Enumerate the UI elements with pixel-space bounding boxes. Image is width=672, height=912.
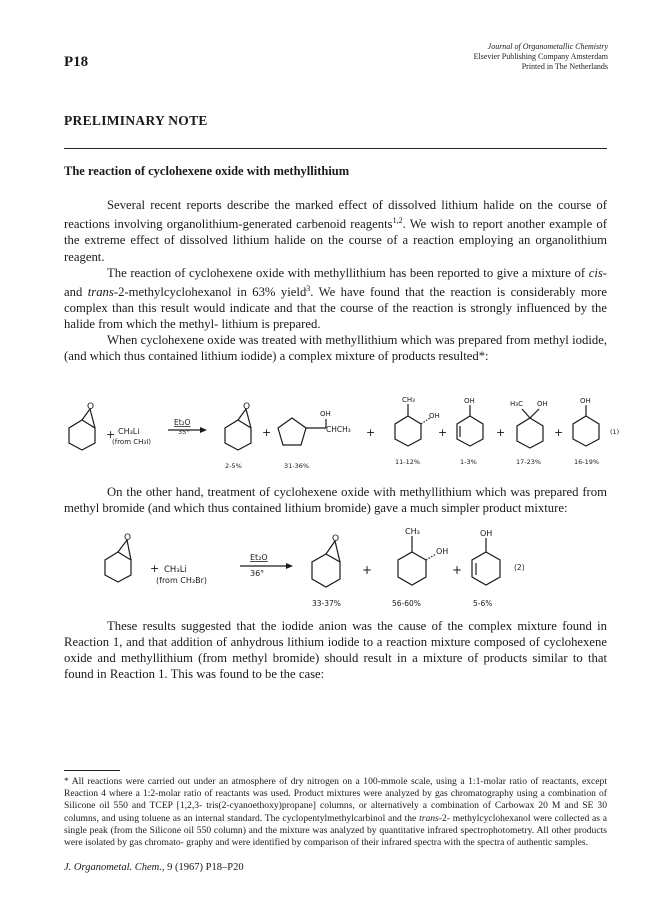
text-line: reaction mixture composed of cyclohexene oxide and methyllithium (from methyl <box>64 635 607 666</box>
text-line: the course of the reaction is strongly influenced by the halide from which the methyl- <box>64 301 607 332</box>
text-line: We wish to report another example of the extreme effect of dissolved lithium halide on <box>64 217 607 248</box>
reagent-label: CH₃Li <box>164 565 187 575</box>
hydroxyl-label: OH <box>320 410 331 418</box>
paragraph-2 <box>64 265 607 333</box>
yield-label: 11-12% <box>395 458 421 466</box>
plus-sign: + <box>496 426 506 439</box>
body-text-upper <box>64 197 607 364</box>
product-1-structure <box>312 534 340 587</box>
epoxide-oxygen-label: O <box>87 402 95 412</box>
paragraph-5 <box>64 618 607 682</box>
text-line: This was found to be the case: <box>170 667 325 682</box>
reference-mark: 1,2 <box>392 216 403 226</box>
yield-label: 17-23% <box>516 458 542 466</box>
reaction-scheme-1 <box>40 392 640 482</box>
plus-sign: + <box>362 563 373 577</box>
hydroxyl-label: OH <box>480 529 493 538</box>
text-line: mixture found in Reaction 1, and that addition of anhydrous lithium iodide to a <box>64 619 608 650</box>
footnote <box>64 776 607 849</box>
yield-label: 5-6% <box>473 599 493 608</box>
footnote-line: mixtures were analyzed by gas chromatography using a combination of Silicone oil 550 and TCEP [1,2,3- <box>64 788 608 812</box>
section-title: PRELIMINARY NOTE <box>64 113 208 128</box>
footnote-line: tris(2-cyanoethoxy)propane] columns, or alternatively a combination of Carbowax 20 M and SE 30 <box>206 800 607 812</box>
citation-details: , 9 (1967) P18–P20 <box>161 862 244 873</box>
paragraph-3 <box>64 332 607 364</box>
text-line: On the other hand, treatment of cyclohexene oxide with methyllithium which <box>107 485 507 499</box>
reagent-source-label: (from CH₃I) <box>112 438 151 446</box>
reference-mark: 3 <box>306 283 311 293</box>
text-line: . <box>402 217 406 232</box>
text-line: When cyclohexene oxide was treated with methyllithium which was prepared <box>107 333 503 348</box>
citation-journal: J. Organometal. Chem. <box>64 862 162 873</box>
footnote-line: * All reactions were carried out under an atmosphere of dry nitrogen on a 100-mmole scale, using a <box>64 776 465 787</box>
hydroxyl-label: OH <box>436 547 449 556</box>
paragraph-1 <box>64 197 607 265</box>
footnote-line: columns, and using toluene as an internal standard. The cyclopentylmethylcarbinol and the <box>64 812 420 824</box>
page-number: P18 <box>64 54 89 70</box>
plus-sign: + <box>106 428 116 441</box>
text-line: 2-methylcyclohexanol in 63% yield <box>118 284 307 299</box>
product-1-structure <box>225 402 251 450</box>
hydroxyl-label: OH <box>464 397 475 405</box>
text-line: The reaction of cyclohexene oxide with methyllithium has been reported to <box>107 265 494 280</box>
plus-sign: + <box>366 426 376 439</box>
paragraph-4 <box>64 484 607 516</box>
product-3-structure <box>395 396 440 446</box>
hydroxyl-label: OH <box>580 397 591 405</box>
solvent-label: Et₂O <box>250 553 268 562</box>
epoxide-oxygen-label: O <box>124 533 132 543</box>
plus-sign: + <box>438 426 448 439</box>
journal-name: Journal of Organometallic Chemistry <box>487 42 608 51</box>
text-line: products resulted*: <box>391 349 489 364</box>
text-line: Several recent reports describe the marked effect of dissolved lithium halide on <box>107 198 533 212</box>
footnote-divider <box>64 770 120 771</box>
body-text-lower <box>64 618 607 682</box>
footnote-line: methylcyclohexanol were collected as a single peak (from the Silicone oil 550 column) and the mixture was <box>64 812 607 836</box>
epoxide-oxygen-label: O <box>243 402 251 412</box>
hydroxyl-label: OH <box>429 412 440 420</box>
arrow-head <box>200 427 207 433</box>
solvent-label: Et₂O <box>174 418 191 427</box>
footnote-line: analyzed by quantitative infrared spectrophotometry. All other products were isolated by gas chromato- <box>64 824 607 849</box>
plus-sign: + <box>150 562 160 575</box>
product-2-structure <box>398 527 448 585</box>
footnote-line: graphy and were identified by comparison of their infrared spectra with the spectra of authentic samples. <box>186 837 589 849</box>
reaction-number: (2) <box>514 563 525 572</box>
text-line: . We have found <box>310 284 400 299</box>
text-line: lithium is prepared. <box>221 317 321 332</box>
reaction-number: (1) <box>610 428 620 436</box>
publisher-line: Elsevier Publishing Company Amsterdam <box>473 52 608 61</box>
yield-label: 1-3% <box>460 458 477 466</box>
yield-label: 16-19% <box>574 458 600 466</box>
text-line: the course of reactions involving organolithium-generated carbenoid reagents <box>64 198 608 232</box>
text-line: from methyl iodide, (and which thus contained lithium iodide) a complex mixture of <box>64 333 607 364</box>
reaction-scheme-2 <box>40 526 640 626</box>
body-text-middle <box>64 484 607 516</box>
italic-term: trans- <box>87 284 119 299</box>
footnote-line: 1:1-molar ratio of reactants, except Reaction 4 where a 1:2-molar ratio of reactants was used. Product <box>64 776 607 800</box>
yield-label: 31-36% <box>284 462 310 470</box>
methyl-label: CH₃ <box>405 527 420 536</box>
arrow-head <box>286 563 293 569</box>
italic-term: cis- <box>588 265 608 280</box>
journal-citation <box>64 862 244 873</box>
printed-line: Printed in The Netherlands <box>521 62 608 71</box>
journal-header <box>474 42 608 72</box>
chch3-label: CHCH₃ <box>326 425 351 434</box>
text-line: that the reaction is considerably more complex than this result would indicate and that <box>64 284 607 316</box>
epoxide-oxygen-label: O <box>332 534 340 544</box>
reagent-label: CH₃Li <box>118 427 140 436</box>
methyl-label: H₃C <box>510 400 523 408</box>
text-line: give a mixture of <box>496 265 589 280</box>
temperature-label: 36° <box>250 569 265 578</box>
reagent-source-label: (from CH₃Br) <box>156 576 207 585</box>
text-line: These results suggested that the iodide anion was the cause of the complex <box>107 619 513 633</box>
methyl-label: CH₃ <box>402 396 415 404</box>
text-line: and <box>64 284 88 299</box>
italic-term: trans- <box>419 812 442 824</box>
cyclohexene-oxide-structure <box>105 533 131 582</box>
product-6-structure <box>573 397 599 446</box>
product-3-structure <box>472 529 500 585</box>
cyclohexene-oxide-structure <box>69 402 95 450</box>
yield-label: 56-60% <box>392 599 421 608</box>
product-2-structure <box>278 410 351 445</box>
plus-sign: + <box>554 426 564 439</box>
yield-label: 2-5% <box>225 462 242 470</box>
plus-sign: + <box>262 426 272 439</box>
article-title: The reaction of cyclohexene oxide with methyllithium <box>64 164 350 178</box>
text-line: a much simpler product mixture: <box>401 501 568 516</box>
section-divider <box>64 148 607 149</box>
hydroxyl-label: OH <box>537 400 548 408</box>
plus-sign: + <box>452 563 463 577</box>
yield-label: 33-37% <box>312 599 341 608</box>
text-line: the course of a reaction employing an organolithium reagent. <box>64 233 608 264</box>
text-line: bromide) should result in a mixture of products similar to that found in Reaction 1. <box>64 651 608 682</box>
text-line: was prepared from methyl bromide (and which thus contained lithium bromide) gave <box>64 485 607 516</box>
product-5-structure <box>510 400 548 448</box>
product-4-structure <box>457 397 483 446</box>
footnote-line: 2- <box>441 812 450 824</box>
temperature-label: 35° <box>178 428 190 436</box>
